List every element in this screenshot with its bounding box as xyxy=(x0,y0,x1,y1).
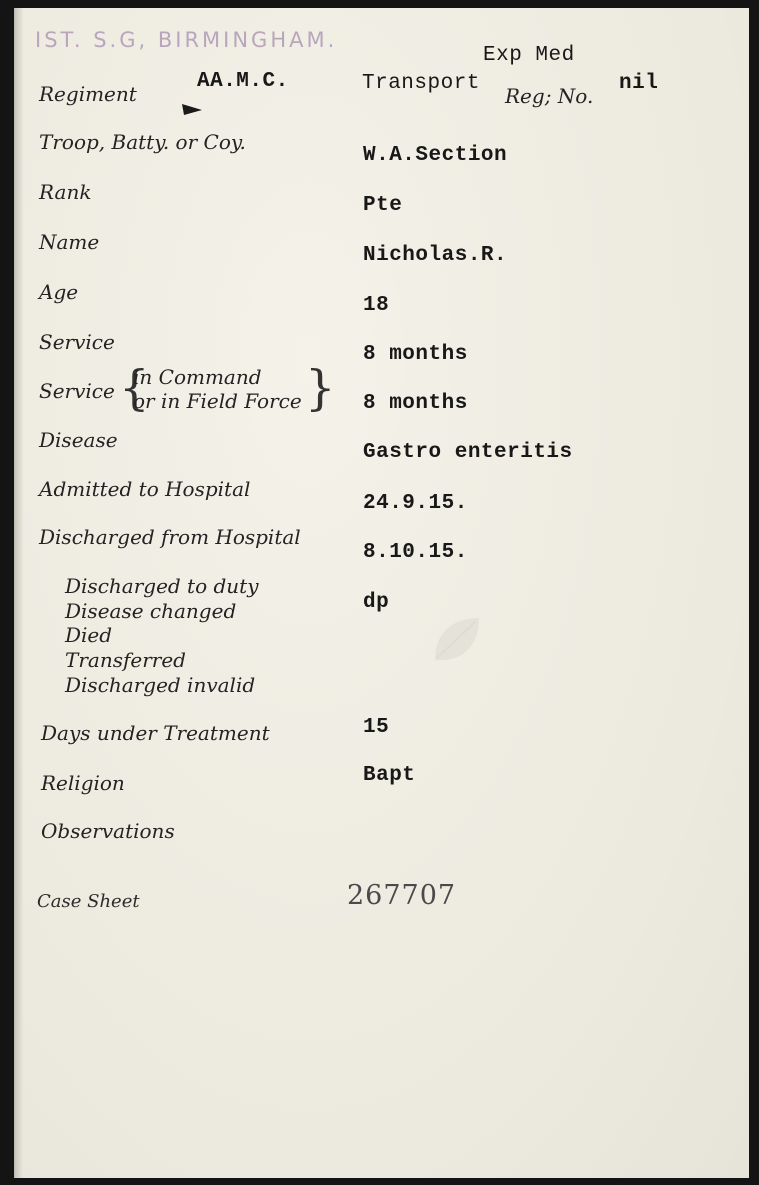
outcome-option-duty: Discharged to duty xyxy=(65,574,259,598)
admitted-value: 24.9.15. xyxy=(363,492,468,515)
discharged-label: Discharged from Hospital xyxy=(39,525,301,549)
service-command-value: 8 months xyxy=(363,392,468,415)
outcome-option-changed: Disease changed xyxy=(65,599,237,623)
outcome-value: dp xyxy=(363,591,390,614)
exp-med-text: Exp Med xyxy=(483,44,575,67)
age-label: Age xyxy=(39,280,79,304)
record-number: 267707 xyxy=(347,880,457,911)
rank-value: Pte xyxy=(363,194,403,217)
observations-label: Observations xyxy=(41,819,175,843)
service-value: 8 months xyxy=(363,343,468,366)
brace-open: { xyxy=(119,360,150,416)
name-value: Nicholas.R. xyxy=(363,244,508,267)
outcome-option-transferred: Transferred xyxy=(65,648,186,672)
disease-label: Disease xyxy=(39,428,118,452)
rank-label: Rank xyxy=(39,180,92,204)
hospital-stamp: IST. S.G, BIRMINGHAM. xyxy=(35,28,338,52)
reg-no-label: Reg; No. xyxy=(505,84,594,108)
transport-text: Transport xyxy=(362,72,480,95)
service-label: Service xyxy=(39,330,115,354)
troop-label: Troop, Batty. or Coy. xyxy=(39,130,246,154)
case-sheet-note: Case Sheet xyxy=(37,891,140,912)
service-command-label: Service xyxy=(39,379,115,403)
days-label: Days under Treatment xyxy=(41,721,270,745)
religion-label: Religion xyxy=(41,771,125,795)
regiment-label: Regiment xyxy=(39,82,137,106)
admitted-label: Admitted to Hospital xyxy=(39,477,251,501)
discharged-value: 8.10.15. xyxy=(363,541,468,564)
days-value: 15 xyxy=(363,716,390,739)
troop-value: W.A.Section xyxy=(363,144,508,167)
outcome-option-died: Died xyxy=(65,623,113,647)
reg-no-value: nil xyxy=(619,72,659,95)
pin-icon xyxy=(180,100,204,116)
in-command-text: in Command xyxy=(133,365,262,389)
medical-record-card xyxy=(14,8,749,1178)
age-value: 18 xyxy=(363,294,390,317)
outcome-option-invalid: Discharged invalid xyxy=(65,673,256,697)
regiment-value: AA.M.C. xyxy=(197,70,289,93)
name-label: Name xyxy=(39,230,100,254)
card-fold-shadow xyxy=(15,8,23,1178)
field-force-text: or in Field Force xyxy=(133,389,302,413)
religion-value: Bapt xyxy=(363,764,416,787)
brace-close: } xyxy=(305,360,336,416)
leaf-watermark-icon xyxy=(429,612,485,668)
disease-value: Gastro enteritis xyxy=(363,441,573,464)
